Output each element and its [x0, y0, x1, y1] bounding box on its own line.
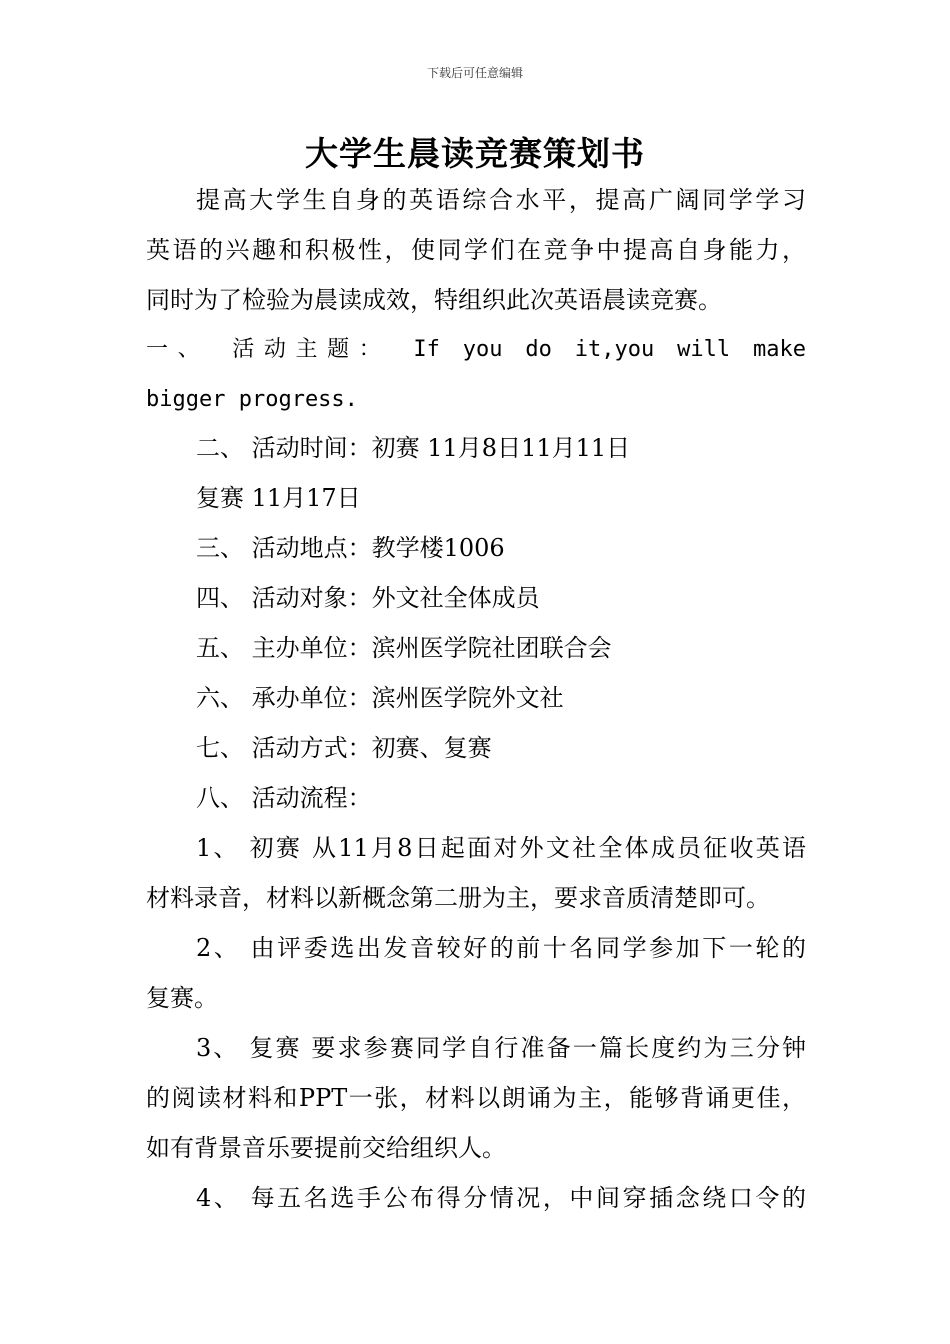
header-note: 下载后可任意编辑	[426, 66, 523, 80]
item-time: 二、 活动时间：初赛 11月8日11月11日	[196, 434, 631, 462]
item-target: 四、 活动对象：外文社全体成员	[196, 584, 540, 612]
intro-line-2: 英语的兴趣和积极性，使同学们在竞争中提高自身能力，	[146, 236, 806, 264]
step-3-line-3: 如有背景音乐要提前交给组织人。	[146, 1134, 506, 1162]
intro-line-3: 同时为了检验为晨读成效，特组织此次英语晨读竞赛。	[146, 286, 722, 314]
theme-line-2: bigger progress.	[146, 387, 358, 412]
item-place: 三、 活动地点：教学楼1006	[196, 534, 505, 562]
item-time-final: 复赛 11月17日	[196, 484, 361, 512]
step-2-line-1: 2、 由评委选出发音较好的前十名同学参加下一轮的	[196, 934, 806, 962]
item-process: 八、 活动流程：	[196, 784, 372, 812]
step-2-line-2: 复赛。	[146, 984, 218, 1012]
step-3-line-1: 3、 复赛 要求参赛同学自行准备一篇长度约为三分钟	[196, 1034, 806, 1062]
theme-line-1: 一、 活动主题： If you do it,you will make	[146, 337, 806, 362]
item-method: 七、 活动方式：初赛、复赛	[196, 734, 492, 762]
intro-line-1: 提高大学生自身的英语综合水平，提高广阔同学学习	[196, 186, 806, 214]
step-1-line-2: 材料录音，材料以新概念第二册为主，要求音质清楚即可。	[146, 884, 770, 912]
document-title: 大学生晨读竞赛策划书	[305, 134, 645, 173]
item-host: 五、 主办单位：滨州医学院社团联合会	[196, 634, 612, 662]
step-3-line-2: 的阅读材料和PPT一张，材料以朗诵为主，能够背诵更佳，	[146, 1084, 806, 1112]
step-4-line-1: 4、 每五名选手公布得分情况，中间穿插念绕口令的	[196, 1184, 806, 1212]
step-1-line-1: 1、 初赛 从11月8日起面对外文社全体成员征收英语	[196, 834, 806, 862]
item-organizer: 六、 承办单位：滨州医学院外文社	[196, 684, 564, 712]
